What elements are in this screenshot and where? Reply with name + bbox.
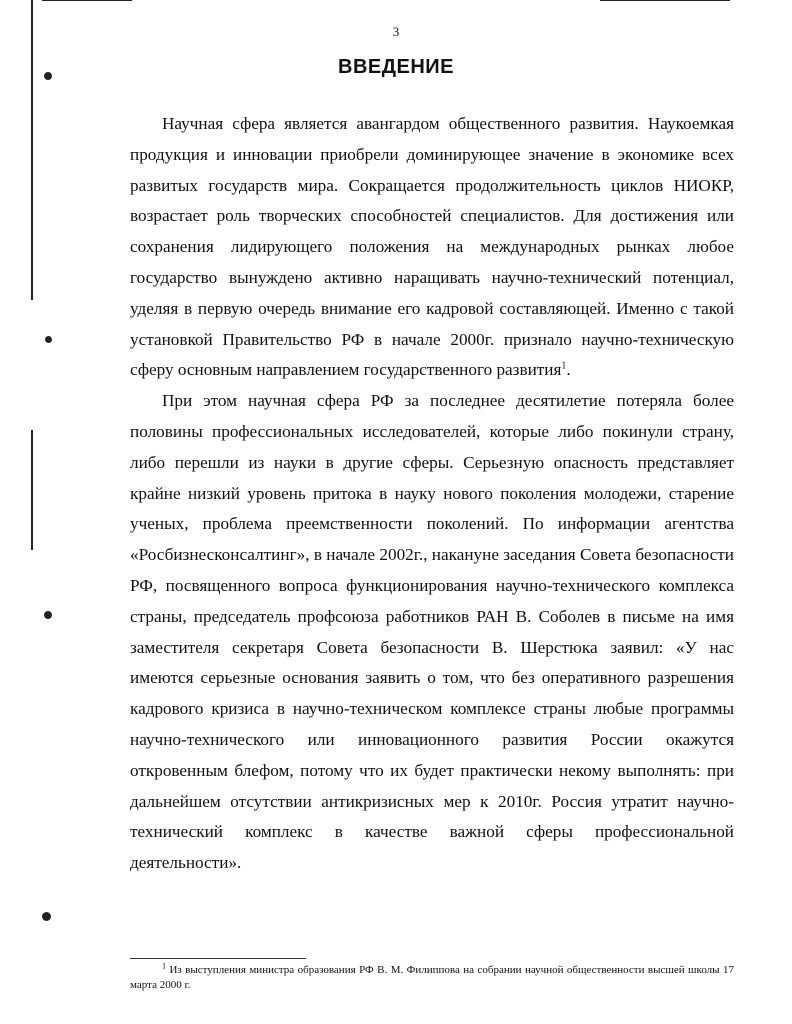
binder-hole-dot [44,611,52,619]
binder-hole-dot [42,912,51,921]
paragraph-1 [130,109,734,386]
footnote-reference[interactable]: 1 [561,360,567,372]
page-number: 3 [392,24,400,39]
paragraph-tail: . [566,360,571,380]
paragraph-2: При этом научная сфера РФ за последнее десятилетие потеряла более половины профессиональных исследователей, которые либо покинули страну, либо перешли из науки в другие сферы. Серьезную опасность представляет крайне низкий уровень притока в науку нового поколения молодежи, старение ученых, проблема преемственности поколений. По информации агентства «Росбизнесконсалтинг», в начале 2002г., накануне заседания Совета безопасности РФ, посвященного вопроса функционирования научно-технического комплекса страны, председатель профсоюза работников РАН В. Соболев в письме на имя заместителя секретаря Совета безопасности В. Шерстюка заявил: «У нас имеются серьезные основания заявить о том, что без оперативного разрешения кадрового кризиса в научно-техническом комплексе страны любые программы научно-технического или инновационного развития России окажутся откровенным блефом, потому что их будет практически некому выполнять: при дальнейшем отсутствии антикризисных мер к 2010г. Россия утратит научно-технический комплекс в качестве важной сферы профессиональной деятельности». [130,391,734,873]
scan-border-top-left [42,0,132,1]
paragraph-text: Научная сфера является авангардом общественного развития. Наукоемкая продукция и инновации приобрели доминирующее значение в экономике всех развитых государств мира. Сокращается продолжительность циклов НИОКР, возрастает роль творческих способностей специалистов. Для достижения или сохранения лидирующего положения на международных рынках любое государство вынуждено активно наращивать научно-технический потенциал, уделяя в первую очередь внимание его кадровой составляющей. Именно с такой установкой Правительство РФ в начале 2000г. признало научно-техническую сферу основным направлением государственного развития [130,114,734,380]
scan-border-left-lower [31,430,33,550]
scan-border-left [31,0,33,300]
document-body [130,109,734,879]
scan-border-top-right [600,0,730,1]
footnote-divider [130,958,306,959]
footnote [130,963,734,993]
footnote-text: Из выступления министра образования РФ В. М. Филиппова на собрании научной общественности высшей школы 17 марта 2000 г. [130,964,734,991]
page-title: ВВЕДЕНИЕ [338,56,454,78]
binder-hole-dot [45,336,52,343]
footnote-marker: 1 [162,961,166,971]
